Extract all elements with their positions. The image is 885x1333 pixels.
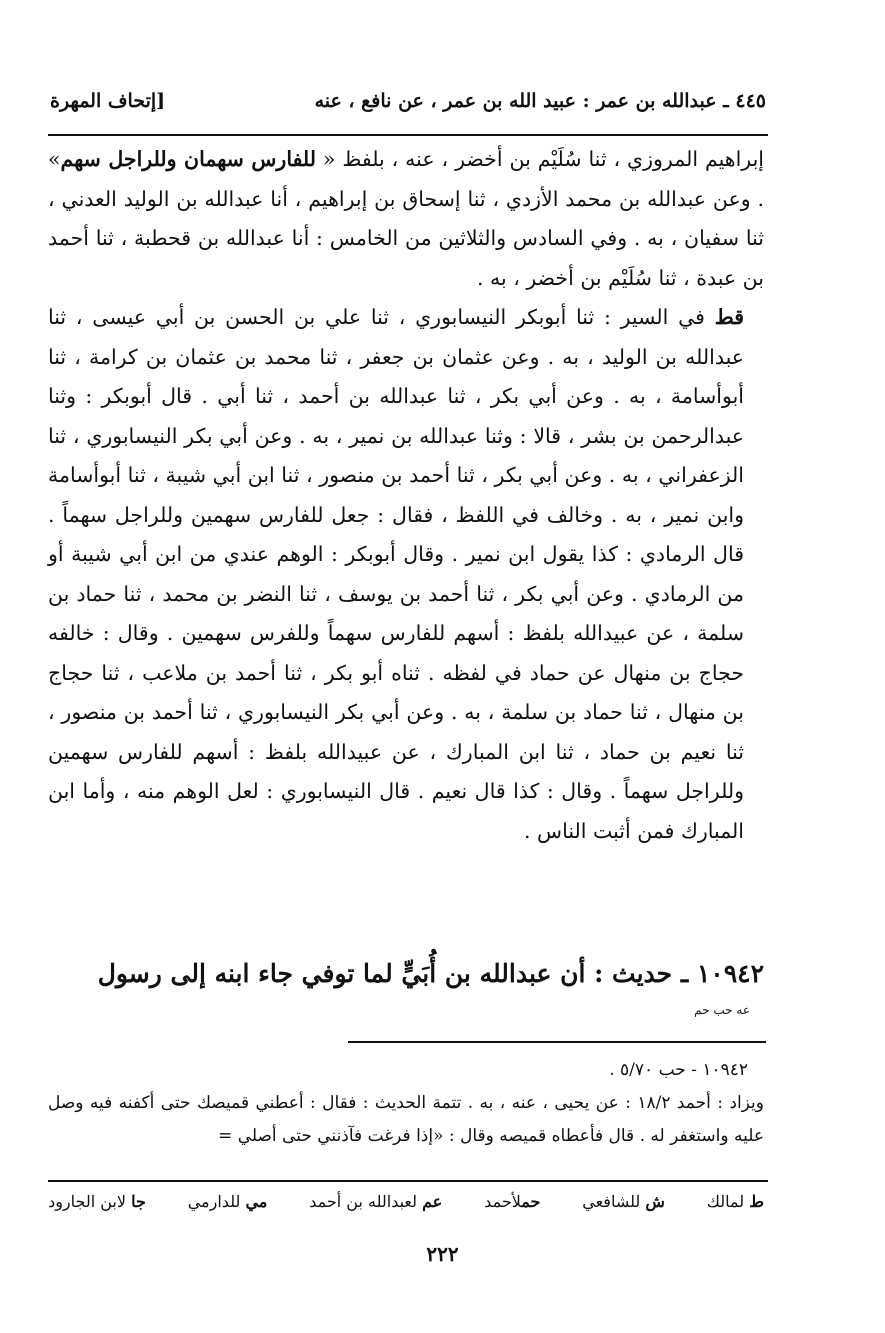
siglum-item: جا لابن الجارود	[48, 1192, 146, 1211]
hadith-source-codes: عه حب حم	[694, 1003, 750, 1017]
chapter-title: ٤٤٥ ـ عبدالله بن عمر : عبيد الله بن عمر ، عن نافع ، عنه	[314, 90, 766, 112]
text-run-bold: للفارس سهمان وللراجل سهم	[60, 147, 316, 171]
siglum-item: ط لمالك	[706, 1192, 764, 1211]
running-header	[50, 86, 766, 126]
text-run: » . وعن عبدالله بن محمد الأزدي ، ثنا إسحاق بن إبراهيم ، أنا عبدالله بن الوليد العدني ، ثنا سفيان ، به . وفي السادس والثلاثين من الخامس : أنا عبدالله بن قحطبة ، ثنا أحمد بن عبدة ، ثنا سُلَيْم بن أخضر ، به .	[48, 147, 764, 290]
footnote-reference: ١٠٩٤٢ - حب ٥/٧٠ .	[609, 1060, 748, 1080]
text-run: إبراهيم المروزي ، ثنا سُلَيْم بن أخضر ، عنه ، بلفظ «	[315, 147, 764, 171]
book-title: [إتحاف المهرة	[50, 90, 166, 112]
footnote	[48, 1054, 764, 1153]
main-text	[48, 140, 764, 851]
page-number: ٢٢٢	[426, 1242, 459, 1266]
hadith-heading-text: ١٠٩٤٢ ـ حديث : أن عبدالله بن أُبَيٍّ لما توفي جاء ابنه إلى رسول	[97, 959, 764, 988]
siglum-item: ش للشافعي	[582, 1192, 665, 1211]
hadith-heading	[48, 956, 764, 1017]
sigla-key	[48, 1192, 764, 1211]
footnote-rule	[348, 1041, 766, 1043]
siglum-item: عم لعبدالله بن أحمد	[309, 1192, 443, 1211]
siglum-item: مي للدارمي	[187, 1192, 268, 1211]
footnote-text: ويزاد : أحمد ١٨/٢ : عن يحيى ، عنه ، به . تتمة الحديث : فقال : أعطني قميصك حتى أكفنه فيه وصل عليه واستغفر له . قال فأعطاه قميصه وقال : «إذا فرغت فآذنني حتى أصلي =	[48, 1093, 764, 1146]
siglum-bold: قط	[714, 305, 744, 329]
header-rule	[48, 134, 768, 136]
paragraph-2	[48, 298, 764, 851]
paragraph-1	[48, 140, 764, 298]
siglum-item: حملأحمد	[484, 1192, 541, 1211]
sigla-rule	[48, 1180, 768, 1182]
text-run: في السير : ثنا أبوبكر النيسابوري ، ثنا علي بن الحسن بن أبي عيسى ، ثنا عبدالله بن الوليد ، به . وعن عثمان بن جعفر ، ثنا محمد بن عثمان بن كرامة ، ثنا أبوأسامة ، به . وعن أبي بكر ، ثنا عبدالله بن أحمد ، ثنا أبي . قال أبوبكر : وثنا عبدالرحمن بن بشر ، قالا : وثنا عبدالله بن نمير ، به . وعن أبي بكر النيسابوري ، ثنا الزعفراني ، به . وعن أبي بكر ، ثنا أحمد بن منصور ، ثنا ابن أبي شيبة ، ثنا أبوأسامة وابن نمير ، به . وخالف في اللفظ ، فقال : جعل للفارس سهمين وللراجل سهماً . قال الرمادي : كذا يقول ابن نمير . وقال أبوبكر : الوهم عندي من ابن أبي شيبة أو من الرمادي . وعن أبي بكر ، ثنا أحمد بن يوسف ، ثنا النضر بن محمد ، ثنا حماد بن سلمة ، عن عبيدالله بلفظ : أسهم للفارس سهماً وللفرس سهمين . وقال : خالفه حجاج بن منهال عن حماد في لفظه . ثناه أبو بكر ، ثنا أحمد بن ملاعب ، ثنا حجاج بن منهال ، ثنا حماد بن سلمة ، به . وعن أبي بكر النيسابوري ، ثنا أحمد بن منصور ، ثنا نعيم بن حماد ، ثنا ابن المبارك ، عن عبيدالله بلفظ : أسهم للفارس سهمين وللراجل سهماً . وقال : كذا قال نعيم . قال النيسابوري : لعل الوهم منه ، وأما ابن المبارك فمن أثبت الناس .	[48, 305, 744, 843]
